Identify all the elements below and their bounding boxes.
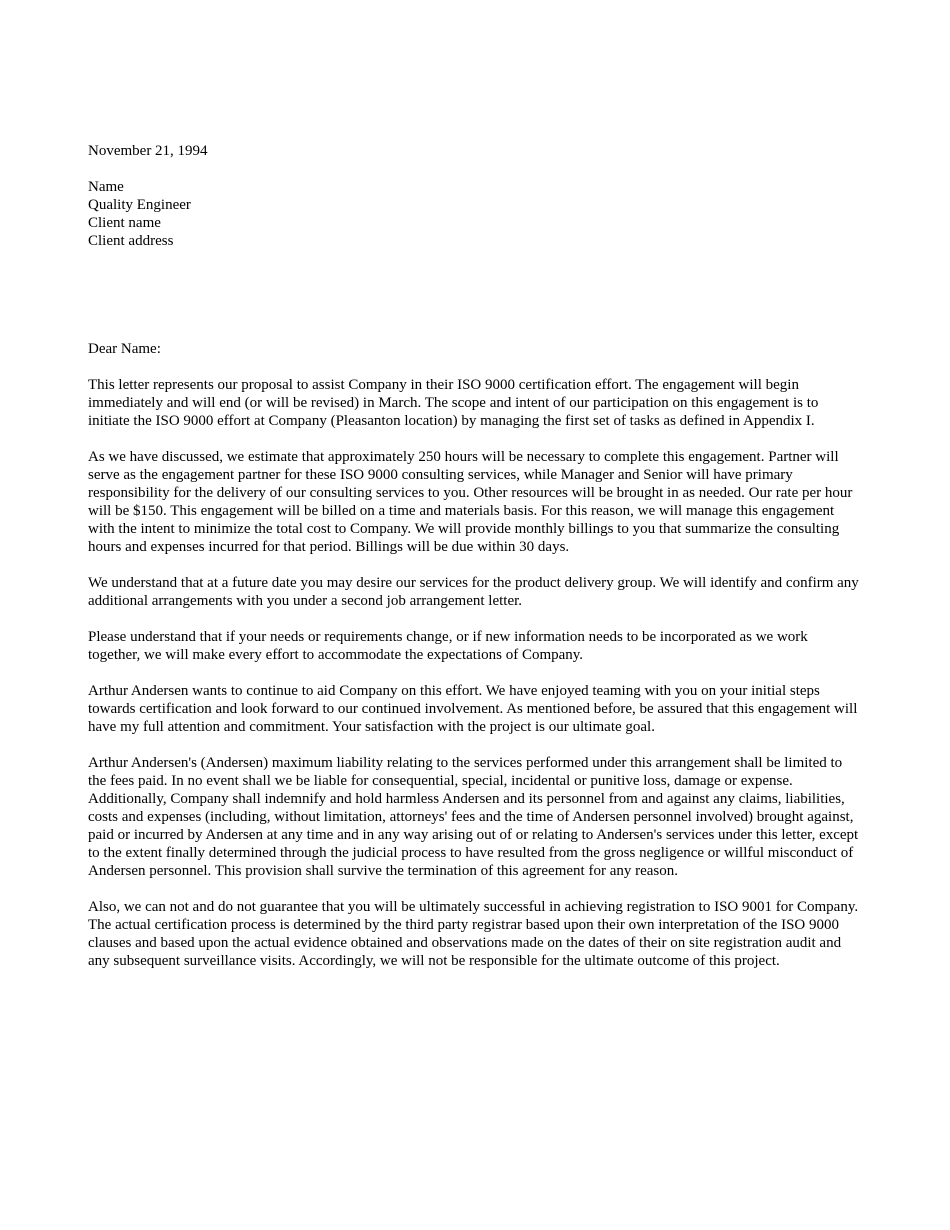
recipient-client-name: Client name bbox=[88, 215, 161, 231]
paragraph-estimate: As we have discussed, we estimate that approximately 250 hours will be necessary to complete this engagement. Partner will serve as the engagement partner for these ISO 9000 consulting services, while Manager and Senior will have primary responsibility for the delivery of our consulting services to you. Other resources will be brought in as needed. Our rate per hour will be $150. This engagement will be billed on a time and materials basis. For this reason, we will manage this engagement with the intent to minimize the total cost to Company. We will provide monthly billings to you that summarize the consulting hours and expenses incurred for that period. Billings will be due within 30 days. bbox=[88, 449, 853, 555]
salutation: Dear Name: bbox=[88, 341, 161, 357]
paragraph-requirements-change: Please understand that if your needs or requirements change, or if new information needs to be incorporated as we work together, we will make every effort to accommodate the expectations of Company. bbox=[88, 629, 808, 663]
paragraph-liability: Arthur Andersen's (Andersen) maximum liability relating to the services performed under this arrangement shall be limited to the fees paid. In no event shall we be liable for consequential, special, incidental or punitive loss, damage or expense. Additionally, Company shall indemnify and hold harmless Andersen and its personnel from and against any claims, liabilities, costs and expenses (including, without limitation, attorneys' fees and the time of Andersen personnel involved) brought against, paid or incurred by Andersen at any time and in any way arising out of or relating to Andersen's services under this letter, except to the extent finally determined through the judicial process to have resulted from the gross negligence or willful misconduct of Andersen personnel. This provision shall survive the termination of this agreement for any reason. bbox=[88, 755, 859, 879]
recipient-client-address: Client address bbox=[88, 233, 174, 249]
paragraph-commitment: Arthur Andersen wants to continue to aid Company on this effort. We have enjoyed teaming with you on your initial steps towards certification and look forward to our continued involvement. As mentioned before, be assured that this engagement will have my full attention and commitment. Your satisfaction with the project is our ultimate goal. bbox=[88, 683, 858, 735]
recipient-address-block bbox=[88, 178, 863, 250]
recipient-name: Name bbox=[88, 179, 124, 195]
paragraph-future-services: We understand that at a future date you may desire our services for the product delivery group. We will identify and confirm any additional arrangements with you under a second job arrangement letter. bbox=[88, 575, 859, 609]
paragraph-no-guarantee: Also, we can not and do not guarantee that you will be ultimately successful in achieving registration to ISO 9001 for Company. The actual certification process is determined by the third party registrar based upon their own interpretation of the ISO 9000 clauses and based upon the actual evidence obtained and observations made on the dates of their on site registration audit and any subsequent surveillance visits. Accordingly, we will not be responsible for the ultimate outcome of this project. bbox=[88, 899, 859, 969]
paragraph-proposal: This letter represents our proposal to assist Company in their ISO 9000 certification effort. The engagement will begin immediately and will end (or will be revised) in March. The scope and intent of our participation on this engagement is to initiate the ISO 9000 effort at Company (Pleasanton location) by managing the first set of tasks as defined in Appendix I. bbox=[88, 377, 819, 429]
letter-body bbox=[88, 142, 863, 970]
letter-date: November 21, 1994 bbox=[88, 143, 208, 159]
recipient-title: Quality Engineer bbox=[88, 197, 191, 213]
